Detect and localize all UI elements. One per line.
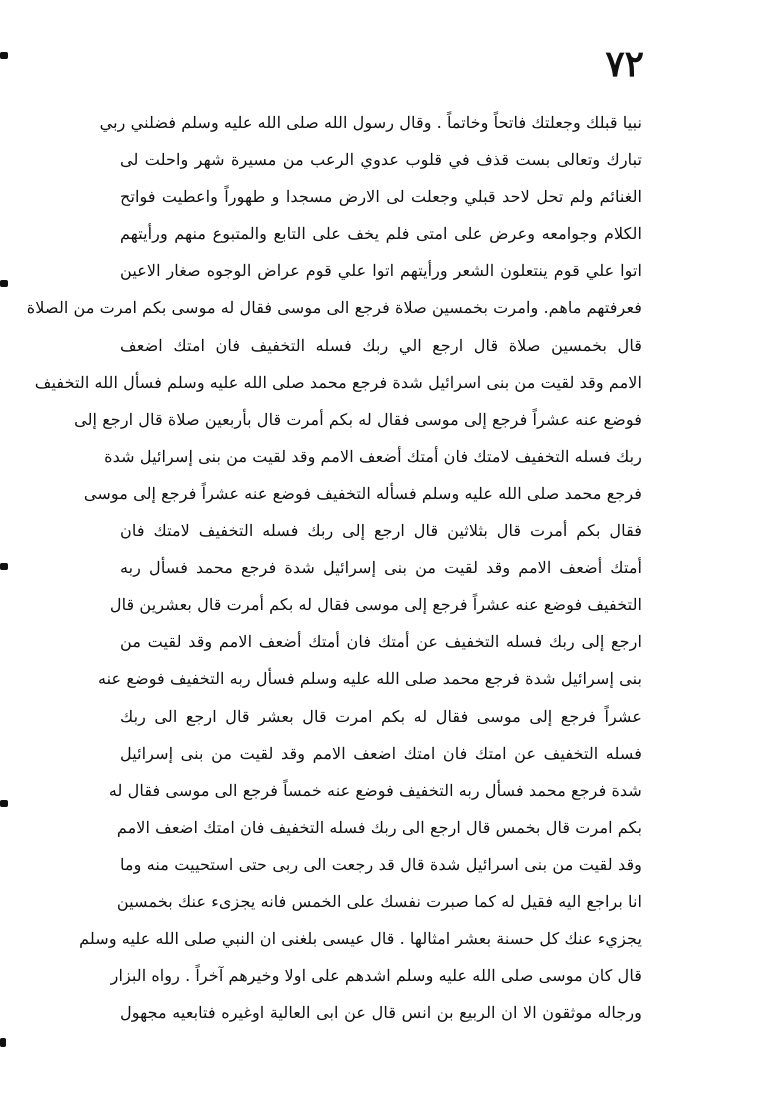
- text-line: التخفيف فوضع عنه عشراً فرجع إلى موسى فقال له بكم أمرت قال بعشرين قال: [109, 595, 642, 615]
- text-line: يجزيء عنك كل حسنة بعشر امثالها . قال عيسى بلغنى ان النبي صلى الله عليه وسلم: [79, 929, 642, 949]
- text-line: قال بخمسين صلاة قال ارجع الي ربك فسله التخفيف فان امتك اضعف: [120, 335, 642, 355]
- text-line: انا براجع اليه فقيل له كما صبرت نفسك على الخمس فانه يجزىء عنك بخمسين: [116, 891, 642, 911]
- text-line: فوضع عنه عشراً فرجع إلى موسى فقال له بكم أمرت قال بأربعين صلاة قال ارجع إلى: [74, 409, 642, 429]
- text-line: فعرفتهم ماهم. وامرت بخمسين صلاة فرجع الى موسى فقال له موسى بكم امرت من الصلاة: [26, 298, 642, 318]
- binding-mark: [0, 280, 8, 287]
- text-line: نبيا قبلك وجعلتك فاتحاً وخاتماً . وقال رسول الله صلى الله عليه وسلم فضلني ربي: [99, 113, 642, 132]
- text-line: أمتك أضعف الامم وقد لقيت من بنى إسرائيل شدة فرجع محمد فسأل ربه: [120, 558, 642, 578]
- text-line: فرجع محمد صلى الله عليه وسلم فسأله التخفيف فوضع عنه عشراً فرجع إلى موسى: [83, 483, 642, 503]
- text-line: الامم وقد لقيت من بنى اسرائيل شدة فرجع محمد صلى الله عليه وسلم فسأل الله التخفيف: [34, 372, 642, 392]
- text-line: الكلام وجوامعه وعرض على امتى فلم يخف على التابع والمتبوع منهم ورأيتهم: [120, 224, 642, 244]
- text-line: عشراً فرجع إلى موسى فقال له بكم امرت قال بعشر قال ارجع الى ربك: [120, 706, 642, 726]
- text-line: قال كان موسى صلى الله عليه وسلم اشدهم على اولا وخيرهم آخراً . رواه البزار: [110, 966, 642, 986]
- text-line: بكم امرت قال بخمس قال ارجع الى ربك فسله التخفيف فان امتك اضعف الامم: [116, 817, 642, 837]
- text-line: اتوا علي قوم ينتعلون الشعر ورأيتهم اتوا علي قوم عراض الوجوه صغار الاعين: [120, 261, 642, 281]
- text-line: بنى إسرائيل شدة فرجع محمد صلى الله عليه وسلم فسأل ربه التخفيف فوضع عنه: [97, 669, 642, 689]
- text-line: ورجاله موثقون الا ان الربيع بن انس قال عن ابى العالية اوغيره فتابعيه مجهول: [120, 1003, 642, 1023]
- body-text: [26, 104, 642, 1031]
- binding-mark: [0, 563, 8, 570]
- text-line: تبارك وتعالى بست قذف في قلوب عدوي الرعب من مسيرة شهر واحلت لى: [120, 150, 642, 170]
- text-line: الغنائم ولم تحل لاحد قبلي وجعلت لى الارض مسجدا و طهوراً واعطيت فواتح: [120, 187, 642, 207]
- text-line: ارجع إلى ربك فسله التخفيف عن أمتك فان أمتك أضعف الامم وقد لقيت من: [120, 632, 642, 652]
- text-line: شدة فرجع محمد فسأل ربه التخفيف فوضع عنه خمساً فرجع الى موسى فقال له: [108, 780, 642, 800]
- binding-mark: [0, 1038, 6, 1047]
- page-number: ٧٢: [605, 43, 644, 85]
- text-line: فسله التخفيف عن امتك فان امتك اضعف الامم وقد لقيت من بنى إسرائيل: [120, 743, 642, 763]
- text-line: ربك فسله التخفيف لامتك فان أمتك أضعف الامم وقد لقيت من بنى إسرائيل شدة: [104, 446, 642, 466]
- text-line: وقد لقيت من بنى اسرائيل شدة قال قد رجعت الى ربى حتى استحييت منه وما: [120, 854, 642, 874]
- text-line: فقال بكم أمرت قال بثلاثين قال ارجع إلى ربك فسله التخفيف لامتك فان: [120, 521, 642, 541]
- binding-mark: [0, 800, 8, 807]
- binding-mark: [0, 52, 8, 59]
